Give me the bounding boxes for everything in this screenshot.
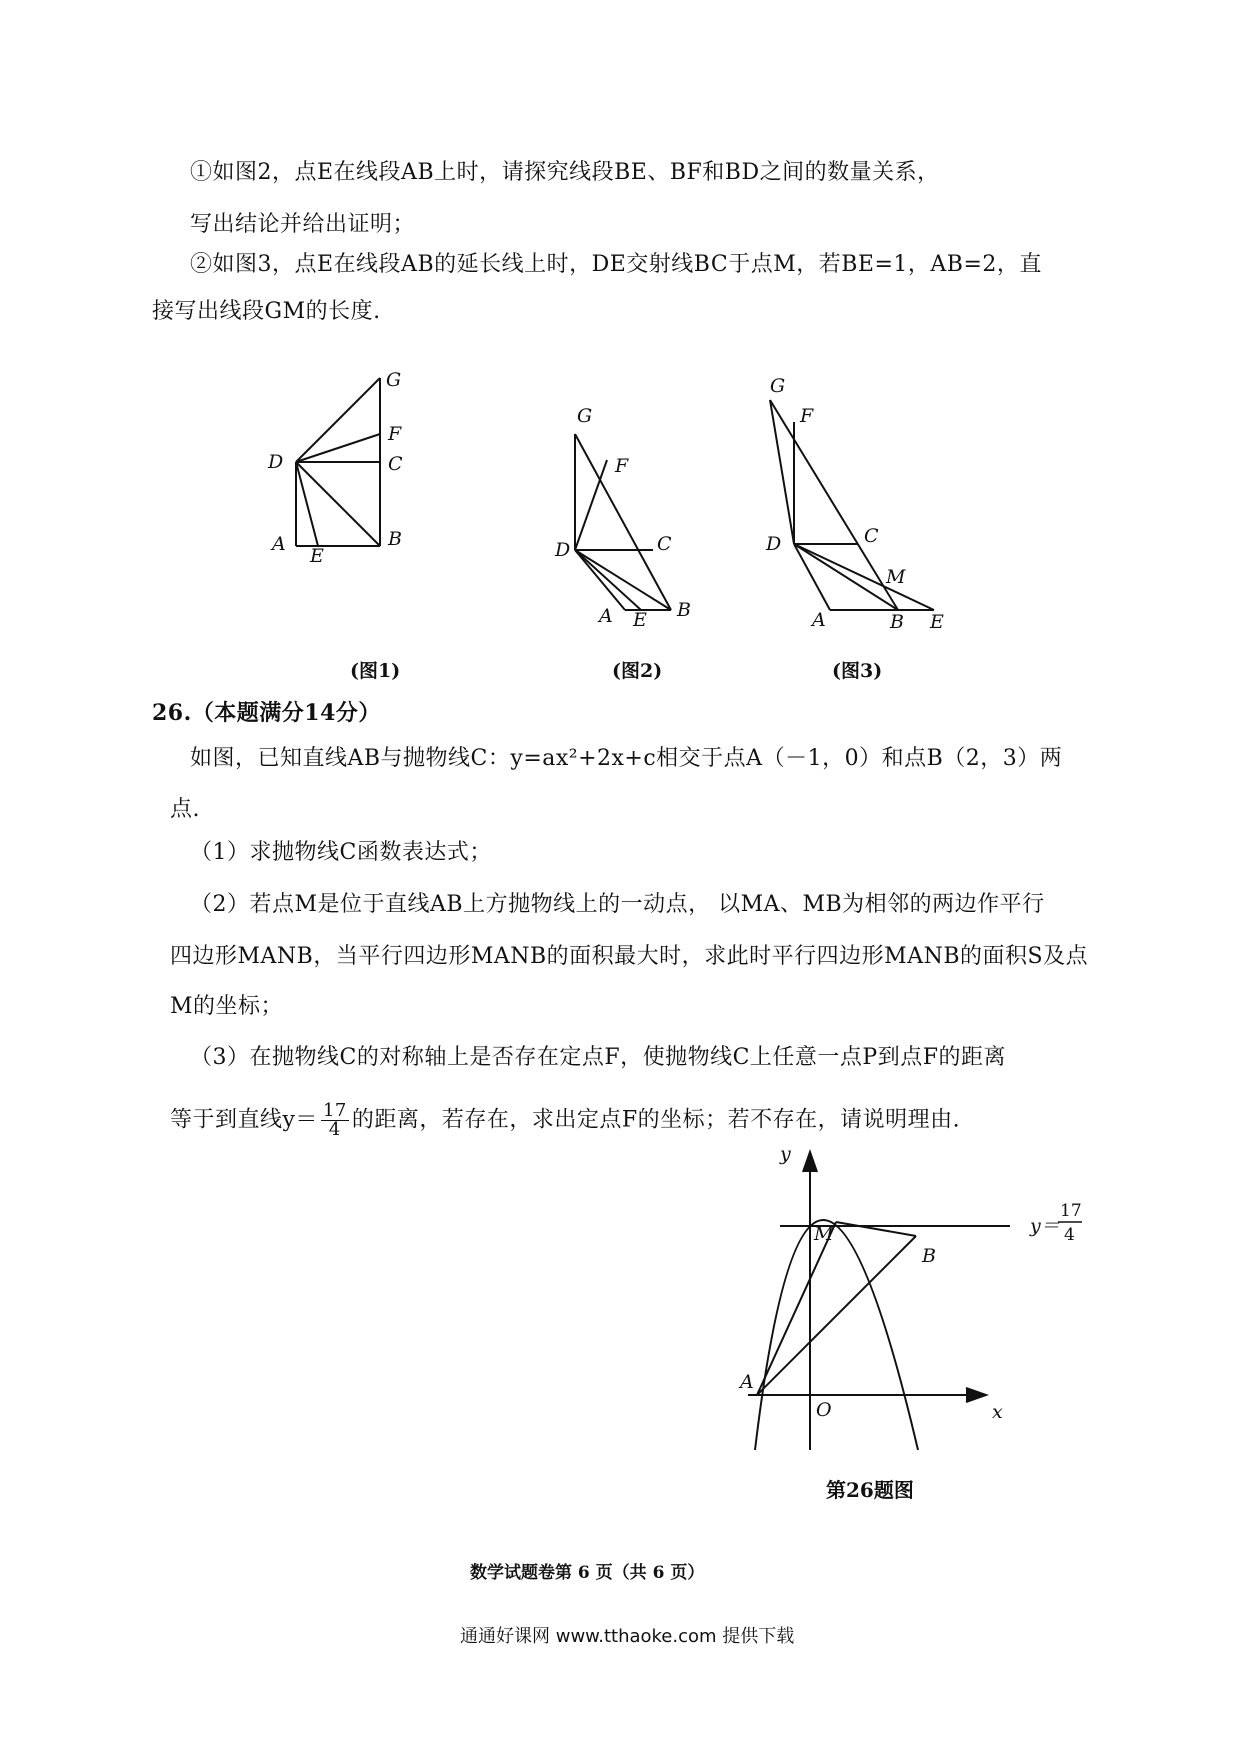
fig3-label-c: C [864, 525, 879, 547]
q26-fraction [321, 1102, 349, 1139]
q26-line-label-prefix: y＝ [1030, 1215, 1060, 1237]
fig1-label-f: F [388, 423, 402, 445]
fig3-label-g: G [770, 375, 786, 397]
q26-intro-line1: 如图，已知直线AB与抛物线C：y=ax²+2x+c相交于点A（－1，0）和点B（2，3）两 [190, 746, 1063, 771]
q25-part2-line2: 接写出线段GM的长度. [152, 299, 381, 324]
q26-segment-mb [836, 1222, 916, 1236]
figure-3-caption: (图3) [832, 660, 883, 682]
q25-part2-line1: ②如图3，点E在线段AB的延长线上时，DE交射线BC于点M，若BE=1，AB=2，直 [190, 252, 1042, 277]
q26-line-label-num: 17 [1060, 1201, 1082, 1221]
fig3-label-a: A [812, 609, 826, 631]
fig3-label-b: B [890, 611, 904, 633]
fig3-label-m: M [886, 566, 906, 588]
download-watermark: 通通好课网 www.tthaoke.com 提供下载 [460, 1626, 795, 1647]
q26-sub3-prefix: 等于到直线y＝ [170, 1107, 318, 1133]
fig1-label-e: E [310, 545, 324, 567]
q26-point-b-label: B [922, 1245, 936, 1267]
fig3-label-f: F [800, 405, 814, 427]
page-footer: 数学试题卷第 6 页（共 6 页） [470, 1563, 705, 1583]
q26-intro-line2: 点. [170, 797, 200, 822]
fig2-label-e: E [633, 609, 647, 631]
q26-heading: 26.（本题满分14分） [152, 700, 381, 726]
q26-line-ab [757, 1236, 916, 1395]
q25-part1-line1: ①如图2，点E在线段AB上时，请探究线段BE、BF和BD之间的数量关系， [190, 160, 940, 185]
fig2-label-a: A [599, 605, 613, 627]
q26-sub2-line2: 四边形MANB，当平行四边形MANB的面积最大时，求此时平行四边形MANB的面积S及点 [170, 944, 1089, 969]
q26-origin-label: O [816, 1399, 832, 1421]
fig2-label-c: C [657, 533, 672, 555]
q26-sub3-suffix: 的距离，若存在，求出定点F的坐标；若不存在，请说明理由. [351, 1107, 961, 1133]
figure-3 [750, 372, 970, 636]
q26-point-a-label: A [740, 1371, 754, 1393]
fig1-label-b: B [388, 528, 402, 550]
q26-x-axis-label: x [992, 1401, 1003, 1423]
fig3-label-e: E [930, 611, 944, 633]
q26-point-m-label: M [814, 1223, 834, 1245]
fig1-label-a: A [272, 533, 286, 555]
fig2-label-g: G [577, 405, 593, 427]
q26-sub3-line2 [170, 1102, 960, 1139]
q26-sub2-line3: M的坐标； [170, 994, 284, 1019]
q26-fraction-denominator: 4 [328, 1119, 341, 1140]
q26-y-axis-label: y [780, 1143, 791, 1165]
q25-part1-line2: 写出结论并给出证明； [190, 212, 416, 237]
q26-line-label-den: 4 [1064, 1225, 1075, 1245]
fig1-label-d: D [268, 451, 284, 473]
q26-sub3-line1: （3）在抛物线C的对称轴上是否存在定点F，使抛物线C上任意一点P到点F的距离 [190, 1045, 1006, 1070]
q26-figure-caption: 第26题图 [826, 1478, 914, 1502]
fig2-label-d: D [555, 539, 571, 561]
q26-parabola [755, 1220, 918, 1450]
fig1-label-c: C [388, 453, 403, 475]
q26-sub1: （1）求抛物线C函数表达式； [190, 840, 492, 865]
figure-2 [545, 400, 725, 634]
figure-1-caption: (图1) [350, 660, 401, 682]
fig2-label-b: B [677, 599, 691, 621]
fig1-label-g: G [386, 369, 402, 391]
fig3-label-d: D [766, 533, 782, 555]
fig2-label-f: F [615, 455, 629, 477]
q26-sub2-line1: （2）若点M是位于直线AB上方抛物线上的一动点， 以MA、MB为相邻的两边作平行 [190, 892, 1045, 917]
q26-fraction-numerator: 17 [322, 1100, 347, 1121]
figure-2-caption: (图2) [612, 660, 663, 682]
q26-x-axis-arrow [966, 1388, 986, 1402]
q26-y-axis-arrow [803, 1152, 817, 1172]
figure-1 [260, 360, 430, 584]
q26-figure [740, 1143, 1100, 1454]
